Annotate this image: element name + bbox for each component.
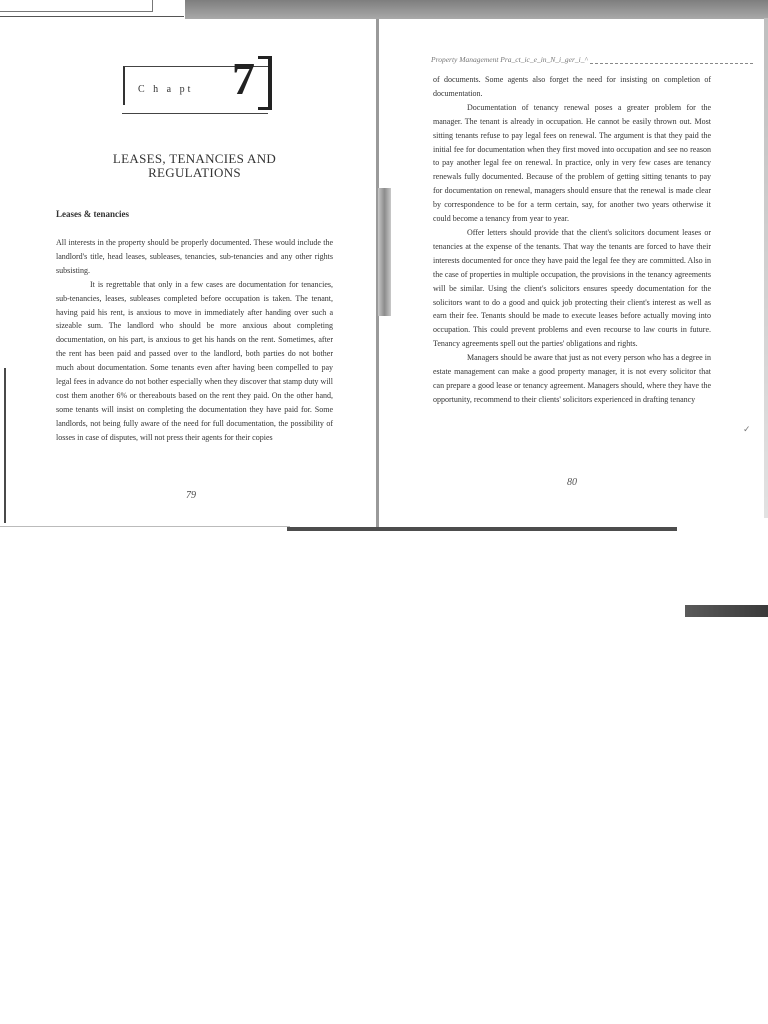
page-number-right: 80 <box>567 477 577 488</box>
book-spine-shadow <box>378 188 391 316</box>
chapter-number: 7 <box>232 53 255 104</box>
paragraph: of documents. Some agents also forget the need for insisting on completion of documentation. <box>433 75 711 98</box>
running-header: Property Management Pra_ct_ic_e_in_N_i_ger_i_^ <box>431 55 588 64</box>
paragraph: Offer letters should provide that the client's solicitors document leases or tenancies at the expense of the tenants. That way the tenants are forced to have their interests documented for once they have paid the legal fee they are committed. Also in the case of properties in multiple occupation, the provisions in the tenancy agreements will be similar. Using the client's solicitors ensures speedy documentation for the solicitors want to do a good and quick job protecting their client's interest as well as earn their fee. Tenants should be made to execute leases before actually moving into occupation. This could prevent problems and even recourse to law courts in future. Tenancy agreements spell out the parties' obligations and rights. <box>433 227 711 349</box>
section-heading: Leases & tenancies <box>56 209 129 219</box>
running-header-rule <box>590 63 753 64</box>
chapter-title-line1: LEASES, TENANCIES AND <box>112 151 277 166</box>
scan-corner-strip <box>685 605 768 617</box>
paragraph: Managers should be aware that just as not every person who has a degree in estate management can make a good property manager, it is not every solicitor that can prepare a good lease or tenancy agreement. Managers should, where they have the opportunity, recommend to their clients' solicitors experienced in drafting tenancy <box>433 353 711 404</box>
paragraph: It is regrettable that only in a few cases are documentation for tenancies, sub-tenancies, leases, subleases completed before occupation is taken. The tenant, having paid his rent, is anxious to move in immediately after handing over such a sizeable sum. The landlord who should be more anxious about completing documentation, on his part, is anxious to get his hands on the rent. Sometimes, after the rent has been paid and passed over to the landlord, both parties do not bother much about documentation. Some tenants even after having been compelled to pay legal fees in advance do not bother especially when they discover that stamp duty will cost them another 6% or thereabouts based on the rent they paid. On the other hand, some tenants will insist on completing the documentation they have paid for. Some landlords, not being fully aware of the need for full documentation, the possibility of losses in case of disputes, will not press their agents for their copies <box>56 279 333 442</box>
chapter-label: C h a pt <box>138 84 194 95</box>
paragraph: Documentation of tenancy renewal poses a greater problem for the manager. The tenant is already in occupation. He cannot be easily thrown out. Most sitting tenants refuse to pay legal fees on renewal. The argument is that they paid the initial fee for documentation when they first moved into occupation and see no reason to pay another legal fee on renewal. In practice, only in very few cases are tenancy renewals fully documented. Because of the problem of getting sitting tenants to pay for documentation on renewal, managers should ensure that the renewal is made clear by correspondence to be for a term certain, say, for another two years otherwise it could become a tenancy from year to year. <box>433 102 711 224</box>
scan-left-edge <box>4 368 6 523</box>
margin-mark: ✓ <box>743 424 751 434</box>
paragraph: All interests in the property should be properly documented. These would include the landlord's title, head leases, subleases, tenancies, sub-tenancies and any other rights subsisting. <box>56 238 333 275</box>
left-column-text <box>56 236 333 445</box>
chapter-title-line2: REGULATIONS <box>148 165 241 180</box>
scan-right-edge <box>764 18 768 518</box>
scan-page-corner-inner <box>0 0 153 12</box>
right-column-text <box>433 73 711 407</box>
scan-bottom-edge-thin <box>0 526 290 527</box>
scan-bottom-edge <box>287 527 677 531</box>
chapter-title <box>56 152 333 180</box>
chapter-underline <box>122 113 268 114</box>
page-number-left: 79 <box>186 490 196 501</box>
chapter-bracket <box>258 56 272 110</box>
scan-shadow-top <box>185 0 768 19</box>
